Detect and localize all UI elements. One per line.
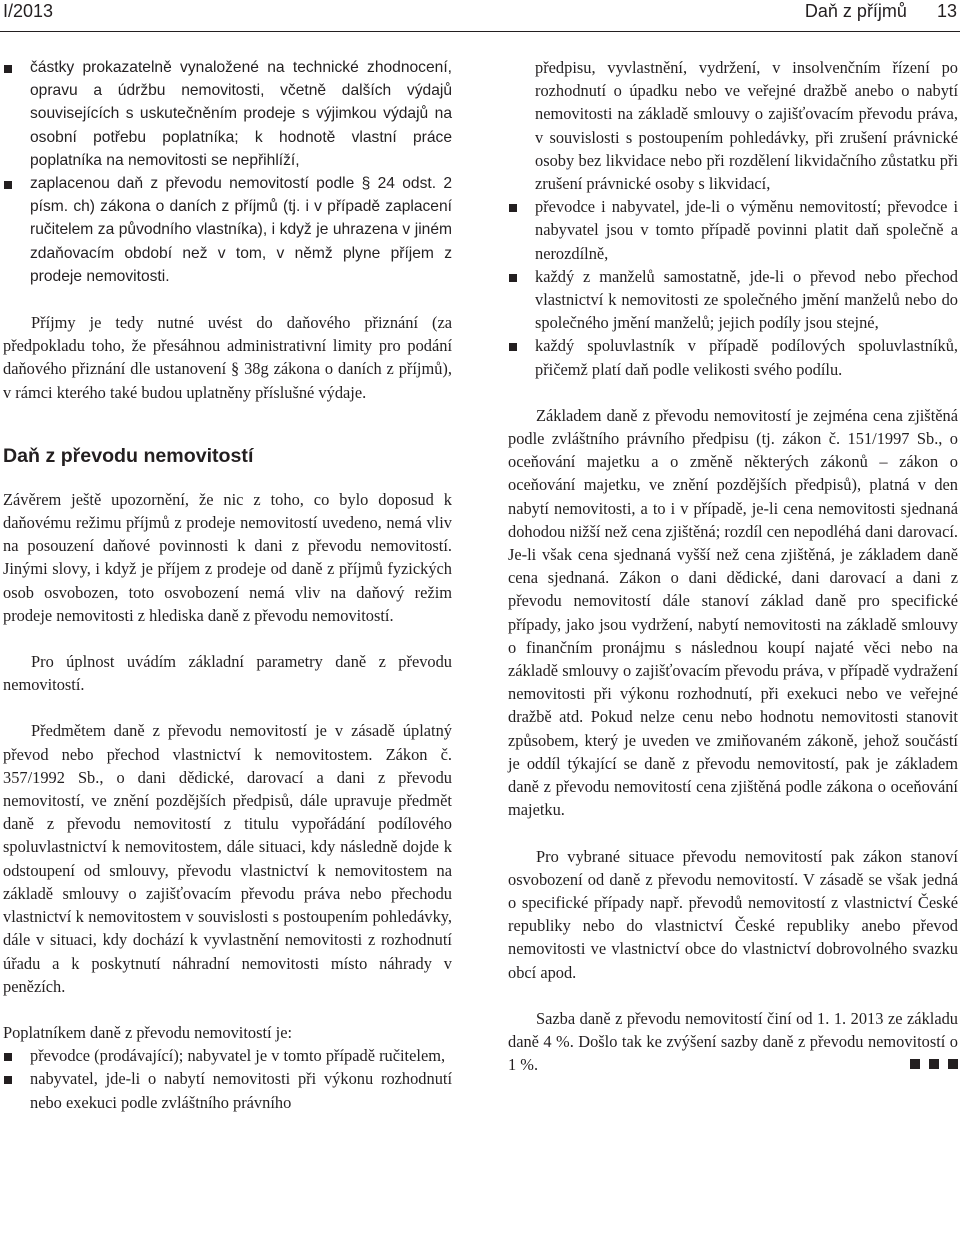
- paragraph: Závěrem ještě upozornění, že nic z toho, co bylo doposud k daňovému režimu příjmů z prodeje nemovitostí uvedeno, nemá vliv na posouzení daňové povinnosti k dani z převodu nemovitostí. Jinými slovy, i když je příjem z prodeje od daně z příjmů fyzických osob osvobozen, toto osvobození nemá vliv na daňový režim prodeje nemovitosti z hlediska daně z převodu nemovitostí.: [3, 489, 452, 625]
- list-item: převodce (prodávající); nabyvatel je v tomto případě ručitelem,: [3, 1044, 452, 1067]
- section-title: Daň z příjmů: [804, 1, 907, 21]
- paragraph: Poplatníkem daně z převodu nemovitostí je:: [3, 1022, 293, 1042]
- list-item: zaplacenou daň z převodu nemovitostí podle § 24 odst. 2 písm. ch) zákona o daních z příjmů (tj. i v případě zaplacení ručitelem za původního vlastníka), i když je uhrazena v jiném zdaňovacím období než v tom, v němž plyne příjem z prodeje nemovitosti.: [3, 172, 452, 288]
- paragraph: Základem daně z převodu nemovitostí je zejména cena zjištěná podle zvláštního právního předpisu (tj. zákon č. 151/1997 Sb., o oceňování majetku a o změně některých zákonů – zákon o oceňování majetku, ve znění pozdějších předpisů), platná v den nabytí nemovitosti, a to i v případě, je-li cena nemovitosti sjednaná dohodou nižší než cena zjištěná; rozdíl cen nepodléhá dani darovací. Je-li však cena sjednaná vyšší než cena zjištěná, je základem daně cena sjednaná. Zákon o dani dědické, dani darovací a dani z převodu nemovitostí dále stanoví základ daně pro specifické případy, jako jsou vydržení, nabytí nemovitosti na základě smlouvy o finančním pronájmu s následnou koupí najaté věci nebo na základě smlouvy o zajišťovacím převodu práva, v případě vydražení nemovitosti při výkonu rozhodnutí, při exekuci nebo ve veřejné dražbě atd. Pokud nelze cenu nebo hodnotu nemovitosti stanovit způsobem, který je uveden ve zmiňovaném zákoně, jehož součástí je oddíl týkající se daně z převodu nemovitostí, pak je základem daně z převodu nemovitostí cena zjištěná podle zákona o oceňování majetku.: [508, 405, 958, 820]
- right-column: [508, 56, 958, 1074]
- section-heading: Daň z převodu nemovitostí: [3, 444, 254, 467]
- left-column: [3, 56, 452, 1114]
- header-rule: [0, 31, 960, 32]
- payer-list-continued: [508, 56, 958, 381]
- list-item: každý z manželů samostatně, jde-li o převod nebo přechod vlastnictví k nemovitosti ze společného jmění manželů nebo do společného jmění manželů; jejich podíly jsou stejné,: [508, 265, 958, 335]
- payer-list: [3, 1044, 452, 1114]
- page-number: 13: [936, 1, 957, 21]
- list-item-continuation: předpisu, vyvlastnění, vydržení, v insolvenčním řízení po rozhodnutí o úpadku nebo ve veřejné dražbě anebo o nabytí nemovitosti na základě smlouvy o zajišťovacím převodu práva, v souvislosti s postoupením pohledávky, při zrušení právnické osoby bez likvidace nebo při rozdělení likvidačního zůstatku při zrušení právnické osoby s likvidací,: [535, 58, 958, 194]
- issue-label: I/2013: [3, 1, 54, 21]
- paragraph: Sazba daně z převodu nemovitostí činí od 1. 1. 2013 ze základu daně 4 %. Došlo tak ke zvýšení sazby daně z převodu nemovitostí o 1 %.: [508, 1008, 958, 1075]
- paragraph: Předmětem daně z převodu nemovitostí je v zásadě úplatný převod nebo přechod vlastnictví k nemovitostem. Zákon č. 357/1992 Sb., o dani dědické, darovací a dani z převodu nemovitostí, ve znění pozdějších předpisů, dále upravuje předmět daně z převodu nemovitostí z titulu vypořádání podílového spoluvlastnictví k nemovitostem, dále situaci, kdy následně dojde k odstoupení od smlouvy, převodu vlastnictví k nemovitostem na základě smlouvy o zajišťovacím převodu práva nebo přechodu vlastnictví k nemovitostem v souvislosti s postoupením pohledávky, dále v situaci, kdy dochází k vyvlastnění nemovitosti z rozhodnutí úřadu a k poskytnutí náhradní nemovitosti místo náhrady v penězích.: [3, 721, 452, 996]
- header-right: [805, 0, 957, 22]
- intro-list: [3, 56, 452, 288]
- list-item: nabyvatel, jde-li o nabytí nemovitosti při výkonu rozhodnutí nebo exekuci podle zvláštního právního: [3, 1067, 452, 1113]
- list-item: každý spoluvlastník v případě podílových spoluvlastníků, přičemž platí daň podle velikosti svého podílu.: [508, 334, 958, 380]
- paragraph: Pro vybrané situace převodu nemovitostí pak zákon stanoví osvobození od daně z převodu nemovitostí. V zásadě se však jedná o specifické případy např. převodů nemovitostí z vlastnictví České republiky nebo do vlastnictví České republiky anebo převod nemovitosti ve vlastnictví obce do vlastnictví dobrovolného svazku obcí apod.: [508, 846, 958, 982]
- list-item: částky prokazatelně vynaložené na technické zhodnocení, opravu a údržbu nemovitosti, včetně dalších výdajů souvisejících s uskutečněním prodeje s výjimkou výdajů na osobní potřebu poplatníka; k hodnotě vlastní práce poplatníka na nemovitosti se nepřihlíží,: [3, 56, 452, 172]
- paragraph: Pro úplnost uvádím základní parametry daně z převodu nemovitostí.: [3, 652, 452, 695]
- paragraph: Příjmy je tedy nutné uvést do daňového přiznání (za předpokladu toho, že přesáhnou administrativní limity pro podání daňového přiznání dle ustanovení § 38g zákona o daních z příjmů), v rámci kterého také budou uplatněny příslušné výdaje.: [3, 313, 452, 402]
- list-item: převodce i nabyvatel, jde-li o výměnu nemovitostí; převodce i nabyvatel jsou v tomto případě povinni platit daň společně a nerozdílně,: [508, 195, 958, 265]
- end-of-article-mark: [508, 1056, 958, 1074]
- running-header: [0, 0, 960, 24]
